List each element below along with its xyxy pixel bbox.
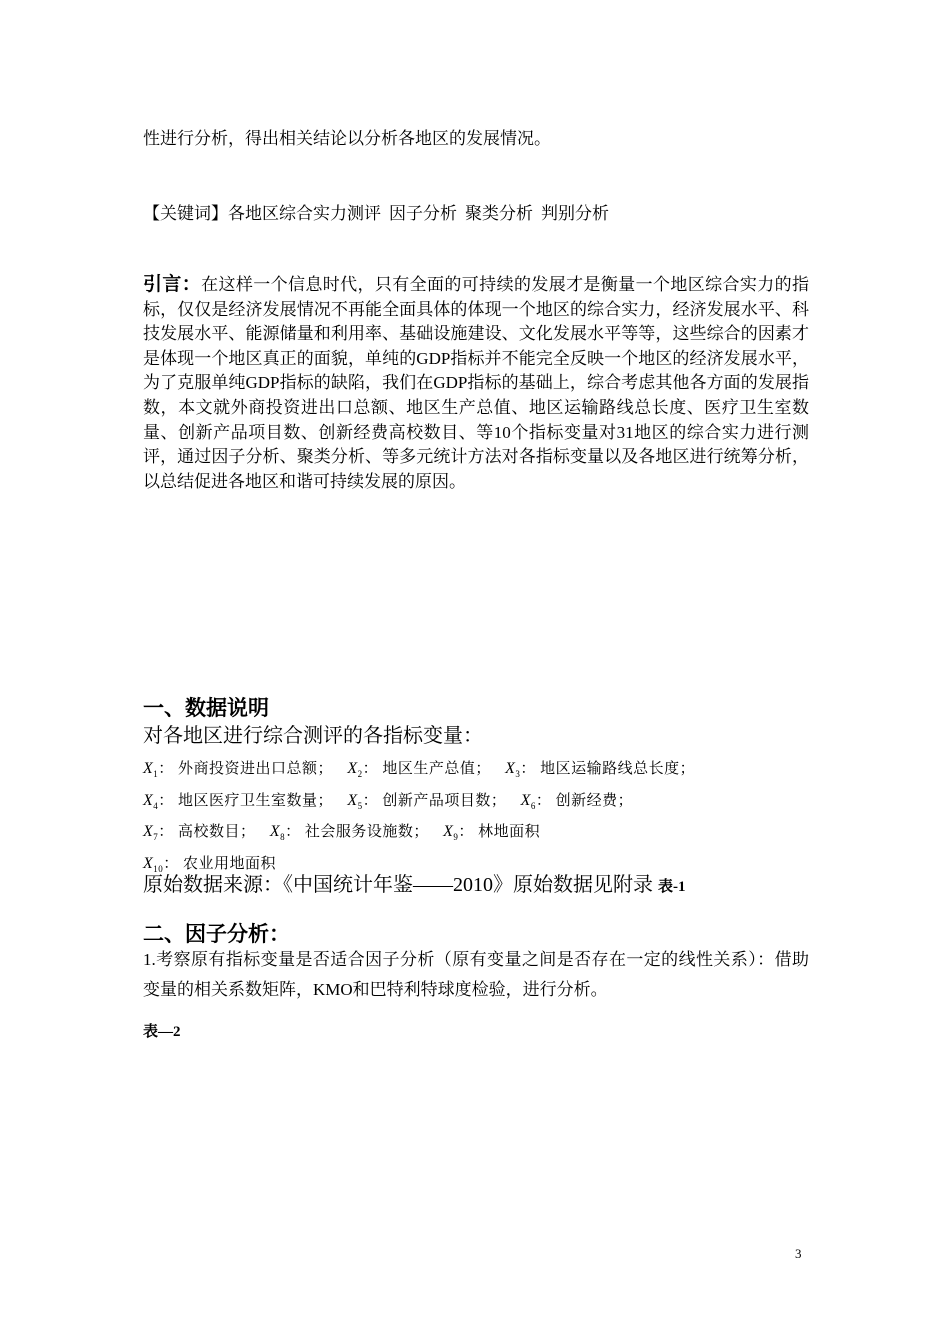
section-heading-data: 一、数据说明 [143, 696, 269, 720]
variable-item: $X_6$： 创新经费； [520, 791, 634, 811]
variable-item: $X_2$： 地区生产总值； [347, 760, 491, 780]
variable-item: $X_4$： 地区医疗卫生室数量； [143, 791, 334, 811]
variable-item: $X_7$： 高校数目； [143, 823, 256, 843]
variable-item: $X_1$： 外商投资进出口总额； [143, 760, 334, 780]
variable-item: $X_{10}$： 农业用地面积 [143, 855, 277, 875]
variable-line [143, 819, 809, 851]
data-source-text: 原始数据来源：《中国统计年鉴——2010》原始数据见附录 [143, 874, 653, 896]
keyword: 判别分析 [541, 204, 609, 223]
keyword: 各地区综合实力测评 [228, 204, 381, 223]
appendix-table-ref: 表-1 [658, 879, 686, 895]
introduction-lead: 引言： [143, 274, 202, 295]
section-heading-factor-analysis: 二、因子分析： [143, 922, 290, 946]
variable-item: $X_8$： 社会服务设施数； [269, 823, 429, 843]
table-label: 表—2 [143, 1024, 181, 1040]
variable-line [143, 756, 809, 788]
keyword: 因子分析 [389, 204, 457, 223]
keywords-line [143, 201, 809, 227]
variable-item: $X_9$： 林地面积 [443, 823, 541, 843]
variable-item: $X_3$： 地区运输路线总长度； [505, 760, 696, 780]
variable-line [143, 788, 809, 820]
introduction-paragraph [143, 273, 809, 494]
keyword: 聚类分析 [465, 204, 533, 223]
keywords-label: 【关键词】 [143, 204, 228, 223]
data-source-line [143, 871, 809, 901]
factor-analysis-paragraph: 1.考察原有指标变量是否适合因子分析（原有变量之间是否存在一定的线性关系）：借助变量的相关系数矩阵，KMO和巴特利特球度检验，进行分析。 [143, 950, 809, 999]
variable-list [143, 756, 809, 883]
data-description-intro: 对各地区进行综合测评的各指标变量： [143, 725, 483, 747]
abstract-tail: 性进行分析，得出相关结论以分析各地区的发展情况。 [143, 129, 551, 148]
variable-item: $X_5$： 创新产品项目数； [347, 791, 507, 811]
page-number: 3 [795, 1246, 802, 1261]
introduction-text: 在这样一个信息时代，只有全面的可持续的发展才是衡量一个地区综合实力的指标，仅仅是经济发展情况不再能全面具体的体现一个地区的综合实力，经济发展水平、科技发展水平、能源储量和利用率、基础设施建设、文化发展水平等等，这些综合的因素才是体现一个地区真正的面貌，单纯的GDP指标并不能完全反映一个地区的经济发展水平，为了克服单纯GDP指标的缺陷，我们在GDP指标的基础上，综合考虑其他各方面的发展指数，本文就外商投资进出口总额、地区生产总值、地区运输路线总长度、医疗卫生室数量、创新产品项目数、创新经费高校数目、等10个指标变量对31地区的综合实力进行测评，通过因子分析、聚类分析、等多元统计方法对各指标变量以及各地区进行统筹分析，以总结促进各地区和谐可持续发展的原因。 [143, 275, 809, 491]
